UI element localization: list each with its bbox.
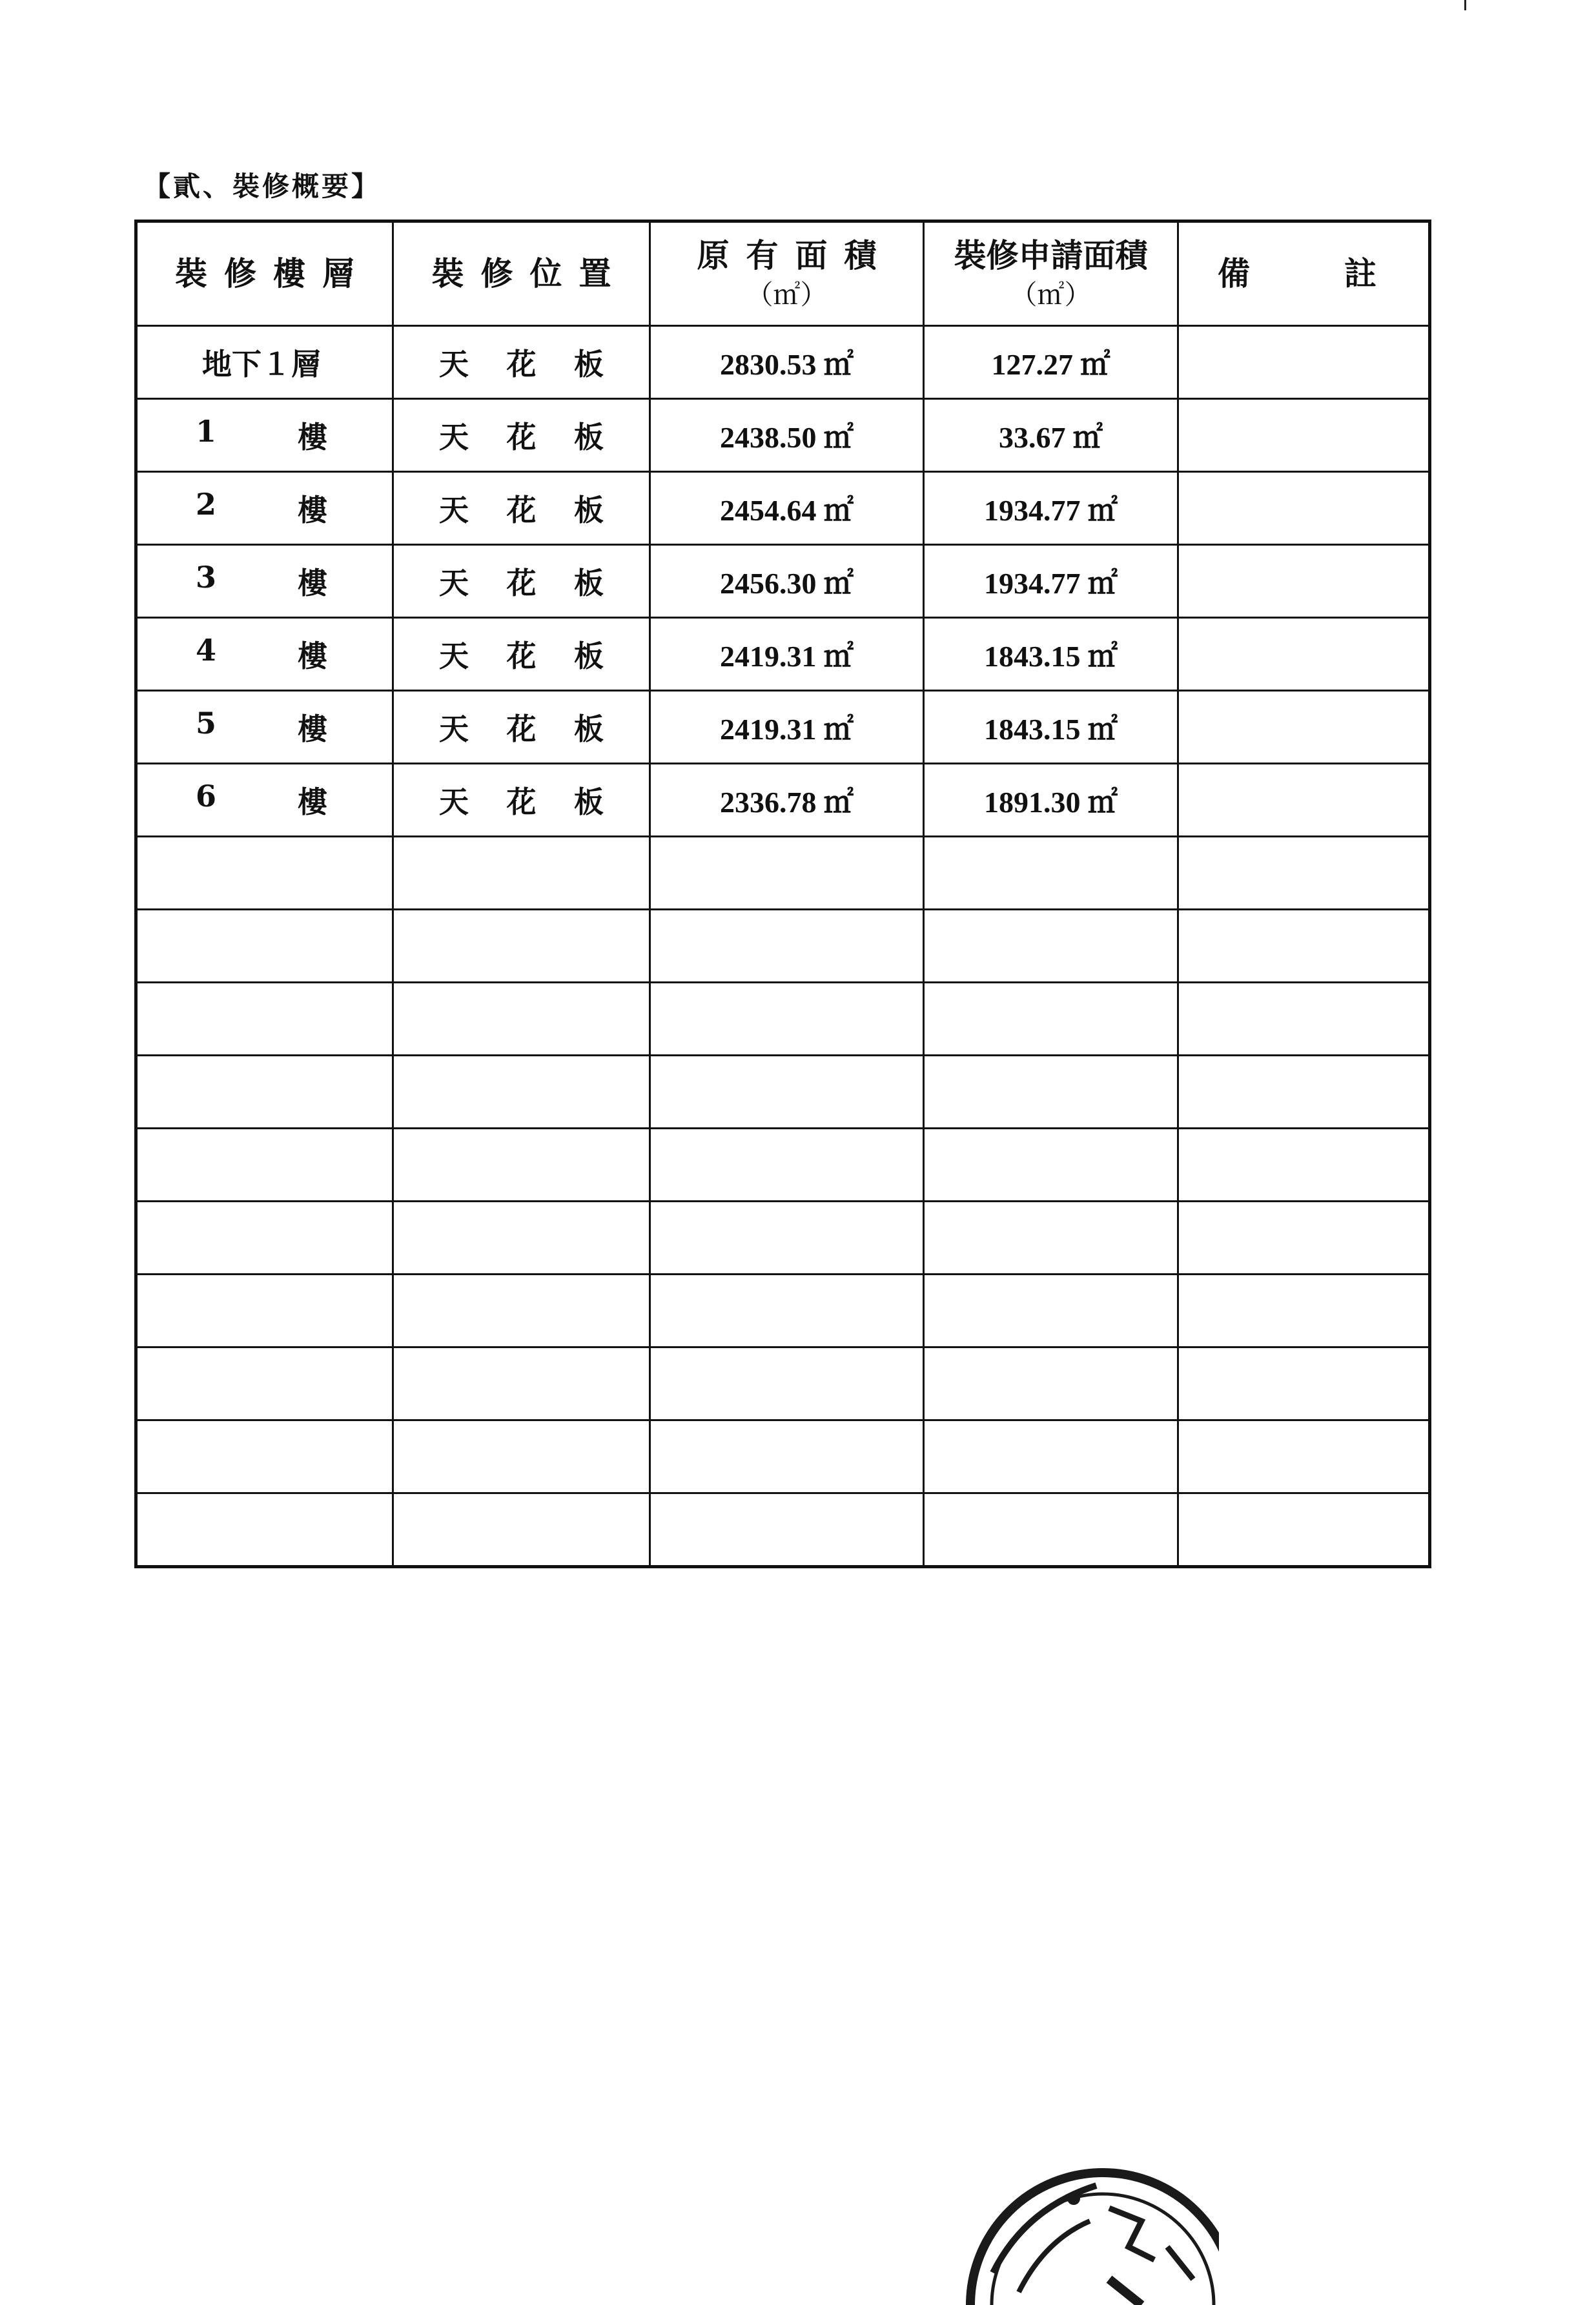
empty-cell <box>924 1129 1178 1202</box>
empty-cell <box>1178 910 1430 983</box>
floor-number: 2 <box>196 487 217 522</box>
empty-cell <box>393 983 650 1056</box>
requested-area-cell: 127.27 ㎡ <box>924 326 1178 399</box>
requested-area-cell: 1843.15 ㎡ <box>924 691 1178 764</box>
original-area-cell: 2438.50 ㎡ <box>650 399 924 472</box>
empty-cell <box>136 1056 393 1129</box>
header-requested-area-unit: （㎡） <box>1010 279 1092 311</box>
original-area-cell: 2454.64 ㎡ <box>650 472 924 545</box>
empty-cell <box>924 1275 1178 1347</box>
floor-cell <box>136 326 393 399</box>
empty-cell <box>650 1493 924 1567</box>
empty-cell <box>1178 1056 1430 1129</box>
table-row <box>136 399 1430 472</box>
empty-cell <box>393 1202 650 1275</box>
empty-cell <box>650 983 924 1056</box>
empty-cell <box>650 1347 924 1420</box>
requested-area-cell: 1934.77 ㎡ <box>924 472 1178 545</box>
requested-area-cell: 1934.77 ㎡ <box>924 545 1178 618</box>
empty-cell <box>924 1493 1178 1567</box>
table-body <box>136 326 1430 1567</box>
remark-cell <box>1178 764 1430 837</box>
empty-cell <box>136 1275 393 1347</box>
empty-cell <box>1178 983 1430 1056</box>
original-area-cell: 2456.30 ㎡ <box>650 545 924 618</box>
header-position-label: 裝修位置 <box>431 254 628 293</box>
empty-table-row <box>136 1056 1430 1129</box>
original-area-cell: 2419.31 ㎡ <box>650 618 924 691</box>
empty-cell <box>650 837 924 910</box>
empty-cell <box>1178 1202 1430 1275</box>
floor-number: 5 <box>196 706 217 741</box>
floor-suffix: 樓 <box>298 639 327 673</box>
floor-suffix: 樓 <box>298 493 327 528</box>
floor-suffix: 樓 <box>298 420 327 455</box>
table-row <box>136 618 1430 691</box>
header-position <box>393 221 650 326</box>
table-row <box>136 691 1430 764</box>
empty-cell <box>650 1202 924 1275</box>
empty-cell <box>924 910 1178 983</box>
empty-cell <box>136 910 393 983</box>
empty-cell <box>1178 1493 1430 1567</box>
section-title: 【貳、裝修概要】 <box>143 170 382 202</box>
position-cell: 天 花 板 <box>393 399 650 472</box>
empty-cell <box>393 1129 650 1202</box>
original-area-cell: 2336.78 ㎡ <box>650 764 924 837</box>
empty-table-row <box>136 983 1430 1056</box>
header-floor <box>136 221 393 326</box>
empty-cell <box>924 1347 1178 1420</box>
empty-cell <box>924 1056 1178 1129</box>
empty-cell <box>924 1202 1178 1275</box>
requested-area-cell: 33.67 ㎡ <box>924 399 1178 472</box>
seal-icon <box>948 2111 1219 2305</box>
floor-cell <box>136 399 393 472</box>
empty-cell <box>393 1347 650 1420</box>
empty-cell <box>1178 1275 1430 1347</box>
header-requested-area-label: 裝修申請面積 <box>954 236 1148 274</box>
header-floor-label: 裝修樓層 <box>175 254 371 293</box>
empty-cell <box>136 837 393 910</box>
empty-cell <box>1178 837 1430 910</box>
empty-cell <box>650 1275 924 1347</box>
header-remark-left: 備 <box>1218 254 1250 293</box>
position-cell: 天 花 板 <box>393 618 650 691</box>
empty-cell <box>136 1347 393 1420</box>
empty-cell <box>1178 1347 1430 1420</box>
header-original-area-unit: （㎡） <box>746 279 828 311</box>
position-cell: 天 花 板 <box>393 545 650 618</box>
floor-cell <box>136 764 393 837</box>
floor-number: 4 <box>196 633 217 668</box>
table-row <box>136 472 1430 545</box>
floor-cell <box>136 472 393 545</box>
empty-cell <box>393 1056 650 1129</box>
position-cell: 天 花 板 <box>393 764 650 837</box>
empty-cell <box>650 1056 924 1129</box>
empty-cell <box>1178 1129 1430 1202</box>
position-cell: 天 花 板 <box>393 691 650 764</box>
empty-cell <box>136 1420 393 1493</box>
floor-cell <box>136 545 393 618</box>
empty-cell <box>393 1275 650 1347</box>
empty-table-row <box>136 1202 1430 1275</box>
empty-cell <box>136 1129 393 1202</box>
empty-cell <box>650 1420 924 1493</box>
floor-suffix: 樓 <box>298 784 327 819</box>
remark-cell <box>1178 399 1430 472</box>
empty-table-row <box>136 1129 1430 1202</box>
original-area-cell: 2419.31 ㎡ <box>650 691 924 764</box>
header-original-area <box>650 221 924 326</box>
empty-table-row <box>136 1493 1430 1567</box>
position-cell: 天 花 板 <box>393 472 650 545</box>
table-header-row <box>136 221 1430 326</box>
remark-cell <box>1178 618 1430 691</box>
empty-table-row <box>136 910 1430 983</box>
empty-cell <box>393 1420 650 1493</box>
floor-cell <box>136 618 393 691</box>
empty-table-row <box>136 1420 1430 1493</box>
empty-cell <box>650 910 924 983</box>
header-remark-right: 註 <box>1344 254 1376 293</box>
empty-cell <box>136 1493 393 1567</box>
header-requested-area <box>924 221 1178 326</box>
table-row <box>136 326 1430 399</box>
empty-cell <box>924 983 1178 1056</box>
table-row <box>136 764 1430 837</box>
floor-number: 3 <box>196 560 217 595</box>
header-original-area-label: 原有面積 <box>697 236 894 274</box>
remark-cell <box>1178 472 1430 545</box>
empty-cell <box>393 910 650 983</box>
empty-cell <box>393 837 650 910</box>
floor-suffix: 樓 <box>298 566 327 600</box>
empty-cell <box>393 1493 650 1567</box>
empty-cell <box>1178 1420 1430 1493</box>
remark-cell <box>1178 326 1430 399</box>
table-row <box>136 545 1430 618</box>
floor-label: 地下１層 <box>202 347 321 382</box>
requested-area-cell: 1891.30 ㎡ <box>924 764 1178 837</box>
original-area-cell: 2830.53 ㎡ <box>650 326 924 399</box>
official-seal-stamp <box>948 2111 1219 2305</box>
floor-number: 6 <box>196 779 217 814</box>
header-remark <box>1178 221 1430 326</box>
remark-cell <box>1178 691 1430 764</box>
page-edge-mark <box>1464 0 1466 10</box>
empty-table-row <box>136 1275 1430 1347</box>
empty-cell <box>136 983 393 1056</box>
position-cell: 天 花 板 <box>393 326 650 399</box>
empty-cell <box>650 1129 924 1202</box>
empty-cell <box>924 837 1178 910</box>
floor-cell <box>136 691 393 764</box>
empty-cell <box>924 1420 1178 1493</box>
floor-number: 1 <box>196 414 217 449</box>
empty-table-row <box>136 1347 1430 1420</box>
floor-suffix: 樓 <box>298 712 327 746</box>
remark-cell <box>1178 545 1430 618</box>
empty-cell <box>136 1202 393 1275</box>
empty-table-row <box>136 837 1430 910</box>
renovation-summary-table <box>134 220 1431 1568</box>
requested-area-cell: 1843.15 ㎡ <box>924 618 1178 691</box>
